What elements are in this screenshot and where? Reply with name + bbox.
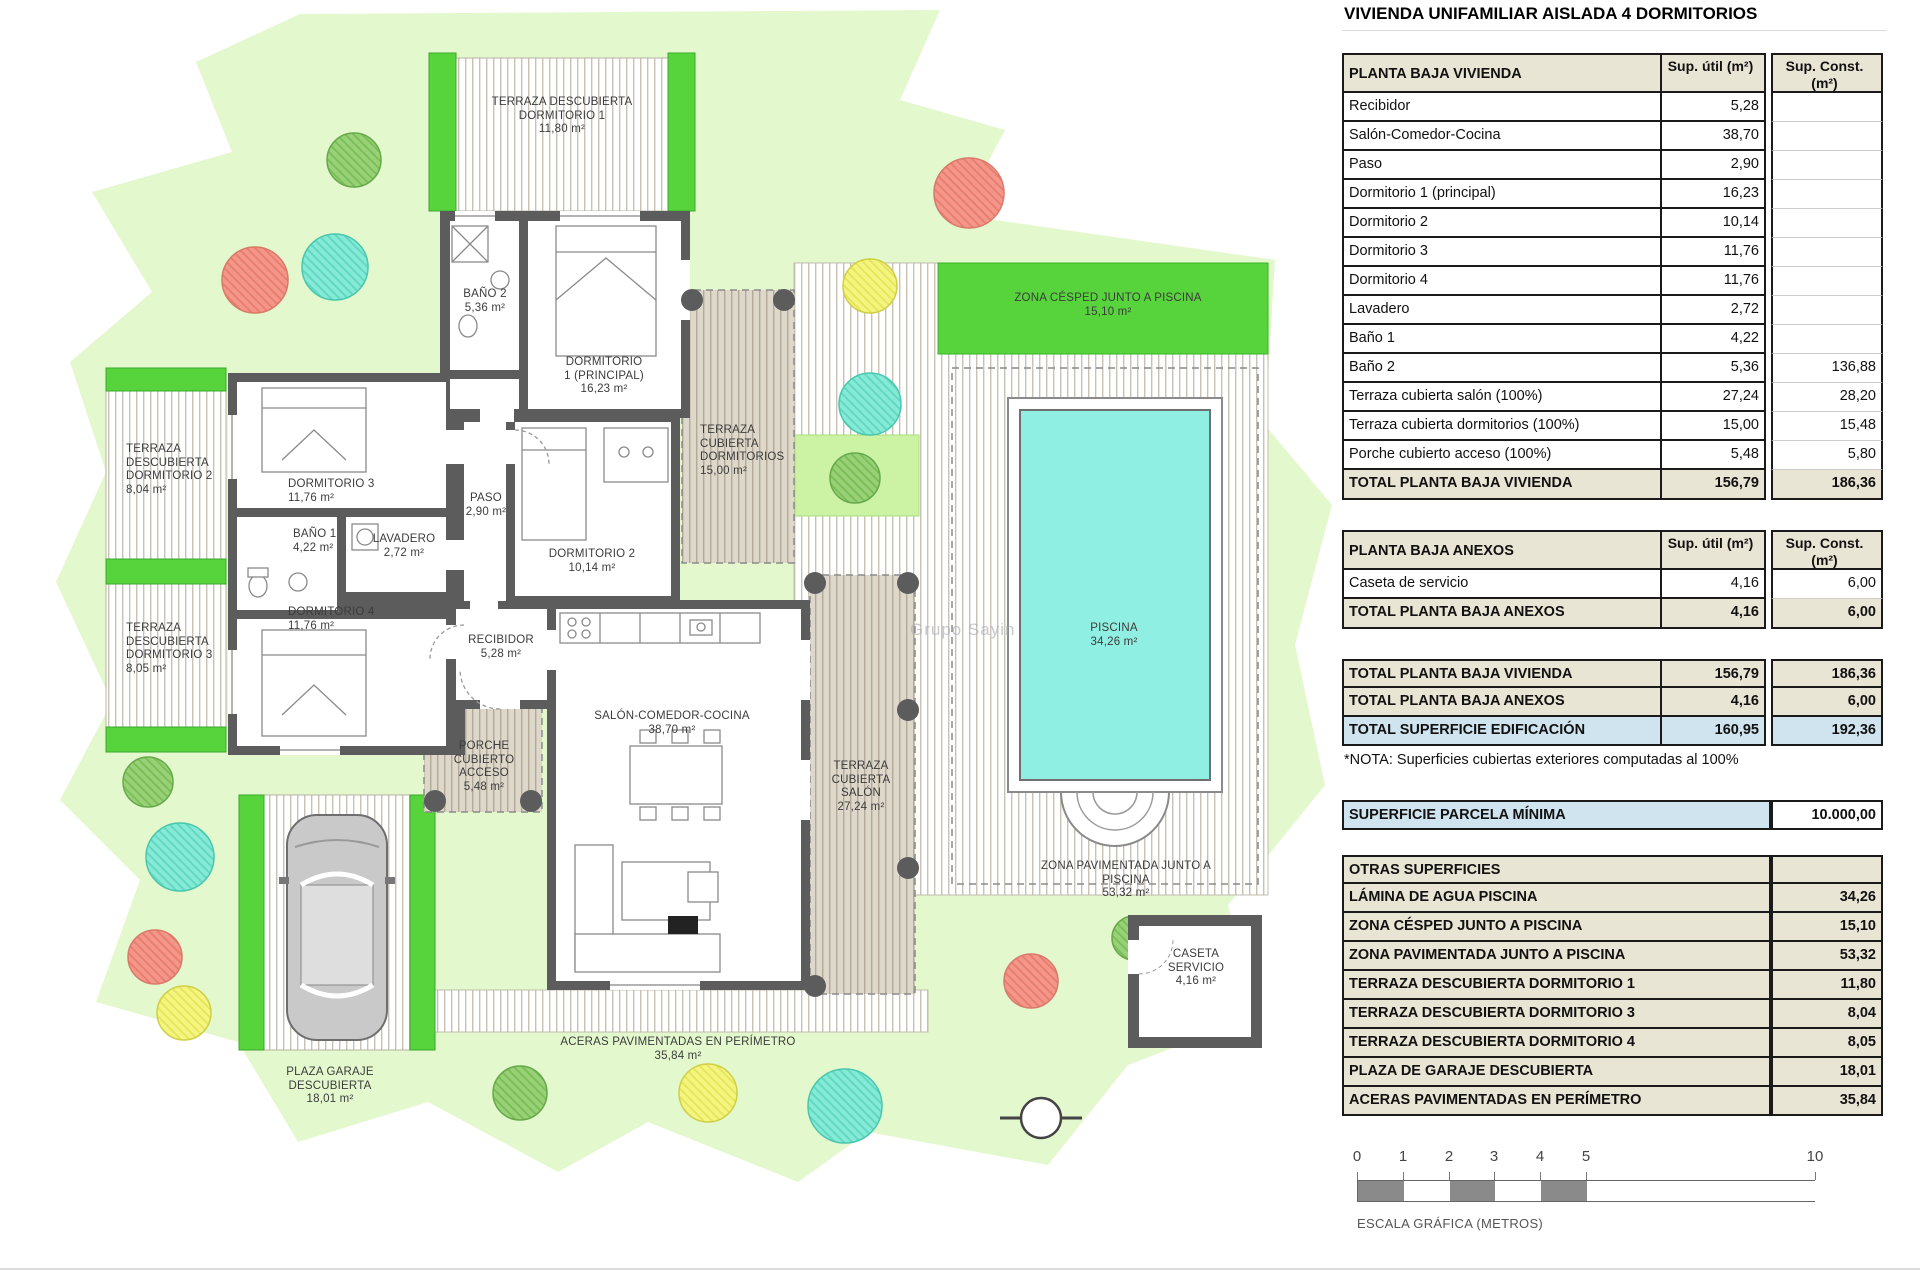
table-row	[1342, 1000, 1883, 1029]
row-sup-util: 4,16	[1662, 688, 1766, 717]
row-sup-util: 11,76	[1662, 238, 1766, 267]
tree-icon	[839, 373, 901, 435]
table-parcela-minima	[1342, 800, 1883, 830]
table-row	[1342, 1087, 1883, 1116]
table-row	[1342, 942, 1883, 971]
plan-label-dormitorio-3: DORMITORIO 3 11,76 m²	[288, 478, 375, 504]
table-otras-superficies	[1342, 855, 1883, 1116]
table-header-row	[1342, 855, 1883, 884]
row-label: Baño 1	[1342, 325, 1662, 354]
tree-icon	[843, 259, 897, 313]
row-value: 18,01	[1771, 1058, 1883, 1087]
tree-icon	[808, 1069, 882, 1143]
row-sup-util: 2,90	[1662, 151, 1766, 180]
row-label: LÁMINA DE AGUA PISCINA	[1342, 884, 1771, 913]
scale-tick-mark	[1494, 1172, 1495, 1180]
tree-icon	[830, 453, 880, 503]
table-row	[1342, 441, 1883, 470]
row-value: 8,05	[1771, 1029, 1883, 1058]
scale-tick-label: 2	[1444, 1148, 1454, 1165]
row-value: 11,80	[1771, 971, 1883, 1000]
tree-icon	[679, 1064, 737, 1122]
row-label: TERRAZA DESCUBIERTA DORMITORIO 1	[1342, 971, 1771, 1000]
scale-tick-mark	[1540, 1172, 1541, 1180]
row-value: 15,10	[1771, 913, 1883, 942]
watermark: Grupo Sayin	[910, 620, 1016, 639]
row-sup-util: 27,24	[1662, 383, 1766, 412]
row-sup-const: 186,36	[1771, 470, 1883, 500]
row-sup-const	[1771, 180, 1883, 209]
table-body	[1342, 884, 1883, 1116]
sheet-bottom-rule	[0, 1268, 1920, 1270]
row-label: Terraza cubierta dormitorios (100%)	[1342, 412, 1662, 441]
row-value: 35,84	[1771, 1087, 1883, 1116]
tree-icon	[157, 986, 211, 1040]
table-body	[1342, 93, 1883, 500]
table-row	[1342, 913, 1883, 942]
table-header-title: OTRAS SUPERFICIES	[1342, 855, 1771, 884]
row-label: Lavadero	[1342, 296, 1662, 325]
graphic-scale	[1352, 1148, 1824, 1238]
tree-icon	[123, 757, 173, 807]
lawn-by-pool	[938, 263, 1268, 354]
row-sup-util: 10,14	[1662, 209, 1766, 238]
table-row	[1342, 325, 1883, 354]
perimeter-walkway	[424, 990, 928, 1032]
parcela-value: 10.000,00	[1771, 800, 1883, 830]
row-sup-util: 4,16	[1662, 570, 1766, 599]
table-row	[1342, 93, 1883, 122]
scale-tick-mark	[1403, 1172, 1404, 1180]
table-row	[1342, 209, 1883, 238]
scale-tick-label: 3	[1489, 1148, 1499, 1165]
table-header-title: PLANTA BAJA ANEXOS	[1342, 530, 1662, 570]
row-sup-util: 5,28	[1662, 93, 1766, 122]
table-row	[1342, 717, 1883, 746]
table-row	[1342, 470, 1883, 500]
table-row	[1342, 1058, 1883, 1087]
row-label: Dormitorio 2	[1342, 209, 1662, 238]
table-row	[1342, 296, 1883, 325]
row-sup-const: 6,00	[1771, 570, 1883, 599]
row-sup-util: 160,95	[1662, 717, 1766, 746]
covered-terrace-dormitorios	[682, 290, 794, 563]
table-row	[1342, 383, 1883, 412]
row-sup-const: 6,00	[1771, 599, 1883, 629]
table-row	[1342, 971, 1883, 1000]
scale-tick-label: 10	[1806, 1148, 1824, 1165]
service-hut	[1128, 915, 1262, 1048]
plan-label-terraza-descubierta-dorm1: TERRAZA DESCUBIERTA DORMITORIO 1 11,80 m²	[491, 96, 633, 135]
scale-segment	[1495, 1181, 1541, 1201]
row-sup-util: 4,22	[1662, 325, 1766, 354]
sheet-title: VIVIENDA UNIFAMILIAR AISLADA 4 DORMITORIOS	[1344, 4, 1758, 23]
table-header-empty	[1771, 855, 1883, 884]
plan-label-dormitorio-2: DORMITORIO 2 10,14 m²	[548, 548, 636, 574]
row-label: TOTAL PLANTA BAJA VIVIENDA	[1342, 659, 1662, 688]
scale-tick-label: 0	[1352, 1148, 1362, 1165]
table-row	[1342, 1029, 1883, 1058]
row-label: ZONA PAVIMENTADA JUNTO A PISCINA	[1342, 942, 1771, 971]
row-sup-const: 6,00	[1771, 688, 1883, 717]
scale-tick-mark	[1815, 1172, 1816, 1180]
scale-segment	[1450, 1181, 1495, 1201]
table-row	[1342, 800, 1883, 830]
table-row	[1342, 238, 1883, 267]
row-sup-const: 28,20	[1771, 383, 1883, 412]
row-sup-const: 192,36	[1771, 717, 1883, 746]
row-sup-util: 156,79	[1662, 470, 1766, 500]
plan-label-dormitorio-1: DORMITORIO 1 (PRINCIPAL) 16,23 m²	[564, 356, 644, 395]
row-sup-const	[1771, 151, 1883, 180]
plan-label-zona-pavimentada: ZONA PAVIMENTADA JUNTO A PISCINA 53,32 m²	[1040, 860, 1212, 899]
table-row	[1342, 267, 1883, 296]
plan-label-terraza-cubierta-dormitorios: TERRAZA CUBIERTA DORMITORIOS 15,00 m²	[700, 424, 785, 477]
scale-tick-label: 1	[1398, 1148, 1408, 1165]
table-row	[1342, 412, 1883, 441]
row-sup-const	[1771, 296, 1883, 325]
row-sup-const: 15,48	[1771, 412, 1883, 441]
tree-icon	[146, 823, 214, 891]
row-label: Recibidor	[1342, 93, 1662, 122]
table-row	[1342, 122, 1883, 151]
table-planta-baja-anexos	[1342, 530, 1883, 629]
plan-label-plaza-garaje: PLAZA GARAJE DESCUBIERTA 18,01 m²	[286, 1066, 374, 1105]
plan-label-recibidor: RECIBIDOR 5,28 m²	[468, 634, 534, 660]
table-body	[1342, 659, 1883, 746]
table-row	[1342, 151, 1883, 180]
row-sup-const	[1771, 122, 1883, 151]
row-label: Porche cubierto acceso (100%)	[1342, 441, 1662, 470]
row-label: Paso	[1342, 151, 1662, 180]
pool	[1008, 398, 1222, 846]
plan-label-lavadero: LAVADERO 2,72 m²	[372, 533, 436, 559]
row-label: Baño 2	[1342, 354, 1662, 383]
tree-icon	[493, 1066, 547, 1120]
row-label: TOTAL SUPERFICIE EDIFICACIÓN	[1342, 717, 1662, 746]
row-label: ACERAS PAVIMENTADAS EN PERÍMETRO	[1342, 1087, 1771, 1116]
table-row	[1342, 688, 1883, 717]
plan-label-zona-cesped: ZONA CÉSPED JUNTO A PISCINA 15,10 m²	[1014, 292, 1202, 318]
tree-icon	[934, 158, 1004, 228]
table-planta-baja-vivienda	[1342, 53, 1883, 500]
row-label: TOTAL PLANTA BAJA VIVIENDA	[1342, 470, 1662, 500]
tree-icon	[128, 930, 182, 984]
plan-label-paso: PASO 2,90 m²	[465, 492, 507, 518]
row-label: TERRAZA DESCUBIERTA DORMITORIO 3	[1342, 1000, 1771, 1029]
note-text: *NOTA: Superficies cubiertas exteriores computadas al 100%	[1344, 752, 1739, 768]
row-label: ZONA CÉSPED JUNTO A PISCINA	[1342, 913, 1771, 942]
row-sup-const: 5,80	[1771, 441, 1883, 470]
table-row	[1342, 659, 1883, 688]
scale-segment	[1404, 1181, 1450, 1201]
scale-bar	[1357, 1180, 1815, 1202]
row-label: PLAZA DE GARAJE DESCUBIERTA	[1342, 1058, 1771, 1087]
row-sup-const	[1771, 325, 1883, 354]
table-row	[1342, 599, 1883, 629]
surface-tables-panel	[1342, 0, 1902, 1280]
plan-label-terraza-descubierta-dorm2: TERRAZA DESCUBIERTA DORMITORIO 2 8,04 m²	[126, 443, 213, 496]
table-body	[1342, 570, 1883, 629]
row-value: 8,04	[1771, 1000, 1883, 1029]
title-rule	[1342, 30, 1887, 31]
table-header-row	[1342, 53, 1883, 93]
table-header-title: PLANTA BAJA VIVIENDA	[1342, 53, 1662, 93]
row-label: Salón-Comedor-Cocina	[1342, 122, 1662, 151]
plan-label-caseta-servicio: CASETA SERVICIO 4,16 m²	[1167, 948, 1225, 987]
table-header-row	[1342, 530, 1883, 570]
scale-caption: ESCALA GRÁFICA (METROS)	[1357, 1216, 1544, 1231]
row-sup-util: 2,72	[1662, 296, 1766, 325]
tree-icon	[1004, 954, 1058, 1008]
row-sup-const	[1771, 267, 1883, 296]
tree-icon	[327, 133, 381, 187]
car	[279, 815, 395, 1040]
terrace-dorm1	[456, 58, 668, 211]
scale-segment	[1541, 1181, 1587, 1201]
plan-label-terraza-descubierta-dorm3: TERRAZA DESCUBIERTA DORMITORIO 3 8,05 m²	[126, 622, 213, 675]
row-sup-util: 4,16	[1662, 599, 1766, 629]
scale-tick-mark	[1357, 1172, 1358, 1180]
row-sup-util: 11,76	[1662, 267, 1766, 296]
row-label: Caseta de servicio	[1342, 570, 1662, 599]
scale-tick-label: 4	[1535, 1148, 1545, 1165]
plan-label-porche-cubierto: PORCHE CUBIERTO ACCESO 5,48 m²	[453, 740, 515, 793]
row-label: TOTAL PLANTA BAJA ANEXOS	[1342, 599, 1662, 629]
row-value: 53,32	[1771, 942, 1883, 971]
plan-label-dormitorio-4: DORMITORIO 4 11,76 m²	[288, 606, 375, 632]
table-row	[1342, 570, 1883, 599]
plan-label-bano-1: BAÑO 1 4,22 m²	[293, 528, 337, 554]
row-label: Terraza cubierta salón (100%)	[1342, 383, 1662, 412]
plan-label-bano-2: BAÑO 2 5,36 m²	[463, 288, 507, 314]
row-label: Dormitorio 1 (principal)	[1342, 180, 1662, 209]
row-sup-const	[1771, 209, 1883, 238]
scale-tick-mark	[1586, 1172, 1587, 1180]
plan-label-terraza-cubierta-salon: TERRAZA CUBIERTA SALÓN 27,24 m²	[831, 760, 891, 813]
row-value: 34,26	[1771, 884, 1883, 913]
row-sup-util: 5,48	[1662, 441, 1766, 470]
column-header-sup-util: Sup. útil (m²)	[1662, 530, 1766, 570]
parcela-label: SUPERFICIE PARCELA MÍNIMA	[1342, 800, 1771, 830]
tree-icon	[302, 234, 368, 300]
scale-segment	[1358, 1181, 1404, 1201]
row-label: TOTAL PLANTA BAJA ANEXOS	[1342, 688, 1662, 717]
plan-label-aceras: ACERAS PAVIMENTADAS EN PERÍMETRO 35,84 m²	[560, 1036, 796, 1062]
table-resumen	[1342, 659, 1883, 746]
row-sup-const: 136,88	[1771, 354, 1883, 383]
terrace-dorm2	[106, 391, 226, 559]
row-sup-util: 38,70	[1662, 122, 1766, 151]
tree-icon	[222, 247, 288, 313]
table-row	[1342, 180, 1883, 209]
row-sup-const: 186,36	[1771, 659, 1883, 688]
row-label: Dormitorio 3	[1342, 238, 1662, 267]
terrace-dorm3	[106, 584, 226, 727]
row-sup-util: 5,36	[1662, 354, 1766, 383]
row-label: TERRAZA DESCUBIERTA DORMITORIO 4	[1342, 1029, 1771, 1058]
scale-tick-label: 5	[1581, 1148, 1591, 1165]
scale-tick-mark	[1449, 1172, 1450, 1180]
column-header-sup-util: Sup. útil (m²)	[1662, 53, 1766, 93]
table-row	[1342, 884, 1883, 913]
row-sup-util: 156,79	[1662, 659, 1766, 688]
row-sup-const	[1771, 238, 1883, 267]
covered-terrace-salon	[810, 575, 915, 994]
plan-label-salon-comedor-cocina: SALÓN-COMEDOR-COCINA 38,70 m²	[594, 710, 750, 736]
row-sup-const	[1771, 93, 1883, 122]
column-header-sup-const: Sup. Const. (m²)	[1771, 53, 1883, 93]
plan-label-piscina: PISCINA 34,26 m²	[1090, 622, 1138, 648]
column-header-sup-const: Sup. Const. (m²)	[1771, 530, 1883, 570]
row-label: Dormitorio 4	[1342, 267, 1662, 296]
row-sup-util: 16,23	[1662, 180, 1766, 209]
row-sup-util: 15,00	[1662, 412, 1766, 441]
scale-segment	[1587, 1181, 1816, 1201]
table-row	[1342, 354, 1883, 383]
